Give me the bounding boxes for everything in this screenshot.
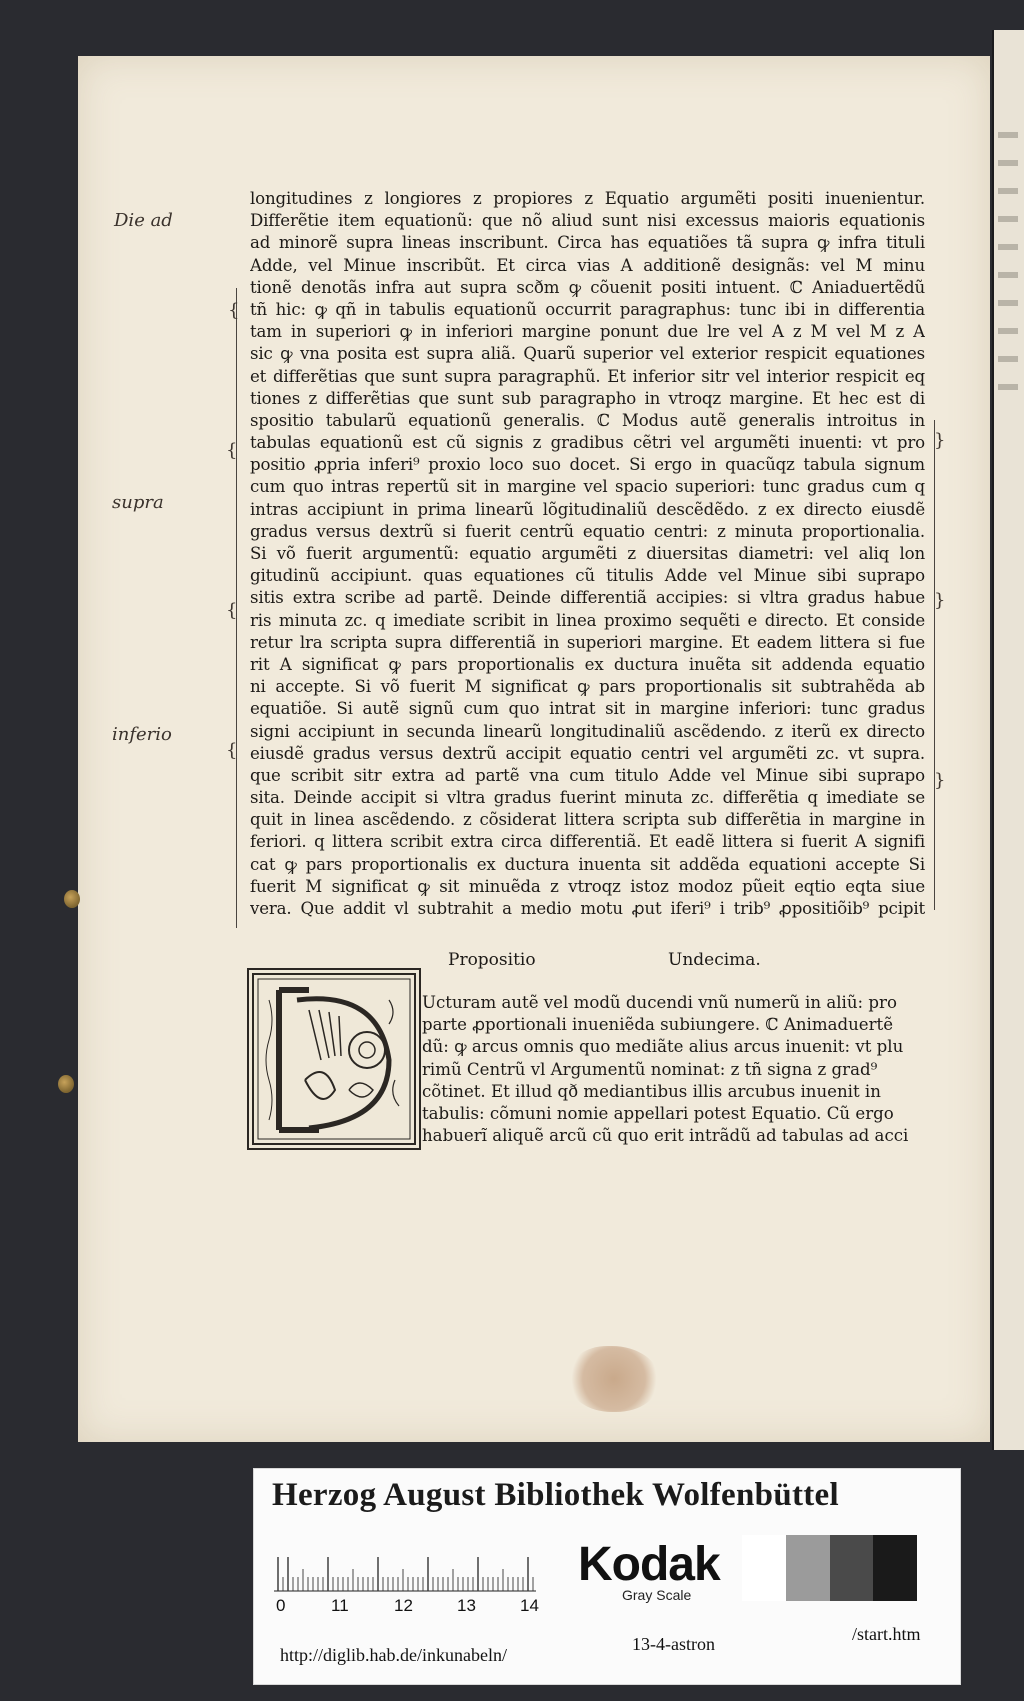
text-line: tabulas equationũ est cũ signis z gradibus cẽtri vel argumẽti inuenti: vt pro	[250, 433, 925, 453]
text-line: et differẽtias que sunt supra paragraphũ. Et inferior sitr vel interior respicit eq	[250, 366, 925, 386]
text-line: sita. Deinde accipit si vltra gradus fuerint minuta zc. differẽtia q imediate se	[250, 788, 925, 808]
text-line: que scribit sitr extra ad partẽ vna cum titulo Adde vel Minue sibi suprapo	[250, 765, 925, 785]
text-line: Adde, vel Minue inscribũt. Et circa vias A additionẽ designãs: vel M minu	[250, 255, 925, 275]
gray-patch	[786, 1535, 830, 1601]
facing-page-text-edge	[998, 110, 1018, 412]
kodak-logo: Kodak	[578, 1538, 720, 1591]
binding-hole-lower	[58, 1075, 74, 1093]
margin-note-3: inferio	[112, 724, 172, 745]
text-line: sitis extra scribe ad partẽ. Deinde differentiã accipies: si vltra gradus habue	[250, 588, 925, 608]
text-line: spositio tabularũ equationũ generalis. ℂ Modus autẽ generalis introitus in	[250, 410, 925, 430]
proposition-number: Undecima.	[668, 950, 761, 970]
text-line: Differẽtie item equationũ: que nõ aliud sunt nisi excessus maioris equationis	[250, 211, 925, 231]
paragraph-line: dũ: ꝙ arcus omnis quo mediãte alius arcus inuenit: vt plu	[422, 1037, 904, 1057]
paper-stain	[568, 1346, 660, 1412]
text-line: cat ꝙ pars proportionalis ex ductura inuenta sit addẽda equationi accepte Si	[250, 854, 925, 874]
paragraph-line: parte ꝓportionali inueniẽda subiungere. ℂ Animaduertẽ	[422, 1015, 894, 1035]
woodcut-initial	[247, 968, 421, 1150]
url-file: /start.htm	[852, 1624, 921, 1644]
text-line: retur lra scripta supra differentiã in superiori margine. Et eadem littera si fue	[250, 632, 925, 652]
text-line: fuerit M significat ꝙ sit minuẽda z vtroqz istoz modoz pũeit eqtio eqta siue	[250, 876, 925, 896]
text-line: ris minuta zc. q imediate scribit in linea proximo sequẽti e directo. Et conside	[250, 610, 925, 630]
text-line: signi accipiunt in secunda linearũ longitudinaliũ ascẽdendo. z iterũ ex directo	[250, 721, 925, 741]
text-line: ad minorẽ supra lineas inscribunt. Circa has equatiões tã supra ꝙ infra tituli	[250, 233, 925, 253]
text-line: cum quo intras repertũ sit in margine vel spacio superiori: tunc gradus cum q	[250, 477, 925, 497]
ruler-number: 14	[520, 1596, 539, 1615]
gray-patches	[742, 1535, 917, 1601]
text-line: tam in superiori ꝙ in inferiori margine ponunt due lre vel A z M vel M z A	[250, 322, 925, 342]
text-line: tñ hic: ꝙ qñ in tabulis equationũ occurrit paragraphus: tunc ibi in differentia	[250, 299, 925, 319]
ruler-number: 11	[331, 1596, 349, 1615]
text-line: tionẽ denotãs infra aut supra scðm ꝙ cõuenit positi intuent. ℂ Aniaduertẽdũ	[250, 277, 925, 297]
text-line: rit A significat ꝙ pars proportionalis ex ductura inuẽta sit addenda equatio	[250, 654, 925, 674]
bracket-mark: {	[226, 600, 238, 621]
ruler-number: 13	[457, 1596, 476, 1615]
text-line: longitudines z longiores z propiores z Equatio argumẽti positi inuenientur.	[250, 189, 925, 208]
proposition-label: Propositio	[448, 950, 536, 970]
gray-scale-label: Gray Scale	[622, 1587, 692, 1603]
text-line: vera. Que addit vl subtrahit a medio motu ꝓut iferi⁹ i trib⁹ ꝓpositiõib⁹ pcipit	[250, 899, 925, 918]
text-line: ni accepte. Si võ fuerit M significat ꝙ pars proportionalis sit subtrahẽda ab	[250, 677, 925, 697]
gray-patch	[830, 1535, 874, 1601]
right-margin-rule	[934, 420, 935, 910]
bracket-mark: }	[934, 430, 946, 451]
text-line: sic ꝙ vna posita est supra aliã. Quarũ superior vel exterior respicit equationes	[250, 344, 925, 364]
gray-patch	[742, 1535, 786, 1601]
proposition-paragraph	[422, 992, 926, 1147]
binding-hole-upper	[64, 890, 80, 908]
paragraph-line: cõtinet. Et illud qð mediantibus illis arcubus inuenit in	[422, 1081, 881, 1101]
text-line: eiusdẽ gradus versus dextrũ accipit equatio centri vel argumẽti zc. vt supra.	[250, 743, 925, 763]
ruler-number: 12	[394, 1596, 413, 1615]
text-line: gradus versus dextrũ si fuerit centrũ equatio centri: z minuta proportionalia.	[250, 521, 925, 541]
woodcut-initial-drawing	[249, 970, 419, 1148]
bracket-mark: {	[226, 740, 238, 761]
url-path: http://diglib.hab.de/inkunabeln/	[280, 1645, 507, 1665]
paragraph-line: rimũ Centrũ vl Argumentũ nominat: z tñ signa z grad⁹	[422, 1059, 878, 1079]
bracket-mark: }	[934, 770, 946, 791]
margin-note-2: supra	[112, 492, 164, 513]
bracket-mark: }	[934, 590, 946, 611]
ruler-number: 0	[276, 1596, 286, 1615]
text-line: equatiõe. Si autẽ signũ cum quo intrat sit in margine inferiori: tunc gradus	[250, 699, 925, 719]
text-line: quit in linea ascẽdendo. z cõsiderat littera scripta sub differẽtia in margine in	[250, 810, 925, 830]
text-line: feriori. q littera scribit extra circa differentiã. Et eadẽ littera si fuerit A signifi	[250, 832, 925, 852]
paragraph-line: tabulis: cõmuni nomie appellari potest Equatio. Cũ ergo	[422, 1103, 894, 1123]
text-line: Si võ fuerit argumentũ: equatio argumẽti z diuersitas diametri: vel aliq lon	[250, 544, 925, 563]
facing-page-edge	[992, 30, 1024, 1450]
paragraph-line: habuerĩ aliquẽ arcũ cũ quo erit intrãdũ ad tabulas ad acci	[422, 1126, 909, 1146]
bracket-mark: {	[228, 300, 240, 321]
text-line: gitudinũ accipiunt. quas equationes cũ titulis Adde vel Minue sibi suprapo	[250, 566, 925, 586]
paragraph-line: Ucturam autẽ vel modũ ducendi vnũ numerũ in aliũ: pro	[422, 993, 897, 1012]
text-line: positio ꝓpria inferi⁹ proxio loco suo docet. Si ergo in quacũqz tabula signum	[250, 455, 925, 475]
url-id: 13-4-astron	[632, 1634, 715, 1654]
text-line: tiones z differẽtias que sunt sub paragrapho in vtroqz margine. Et hec est di	[250, 388, 925, 408]
bracket-mark: {	[226, 440, 238, 461]
text-line: intras accipiunt in prima linearũ lõgitudinaliũ descẽdẽdo. z ex directo eiusdẽ	[250, 499, 925, 519]
gray-patch	[873, 1535, 917, 1601]
scan-target-card	[253, 1468, 961, 1685]
main-text-block	[250, 188, 925, 920]
margin-note-1: Die ad	[114, 210, 173, 231]
library-name: Herzog August Bibliothek Wolfenbüttel	[272, 1477, 839, 1513]
